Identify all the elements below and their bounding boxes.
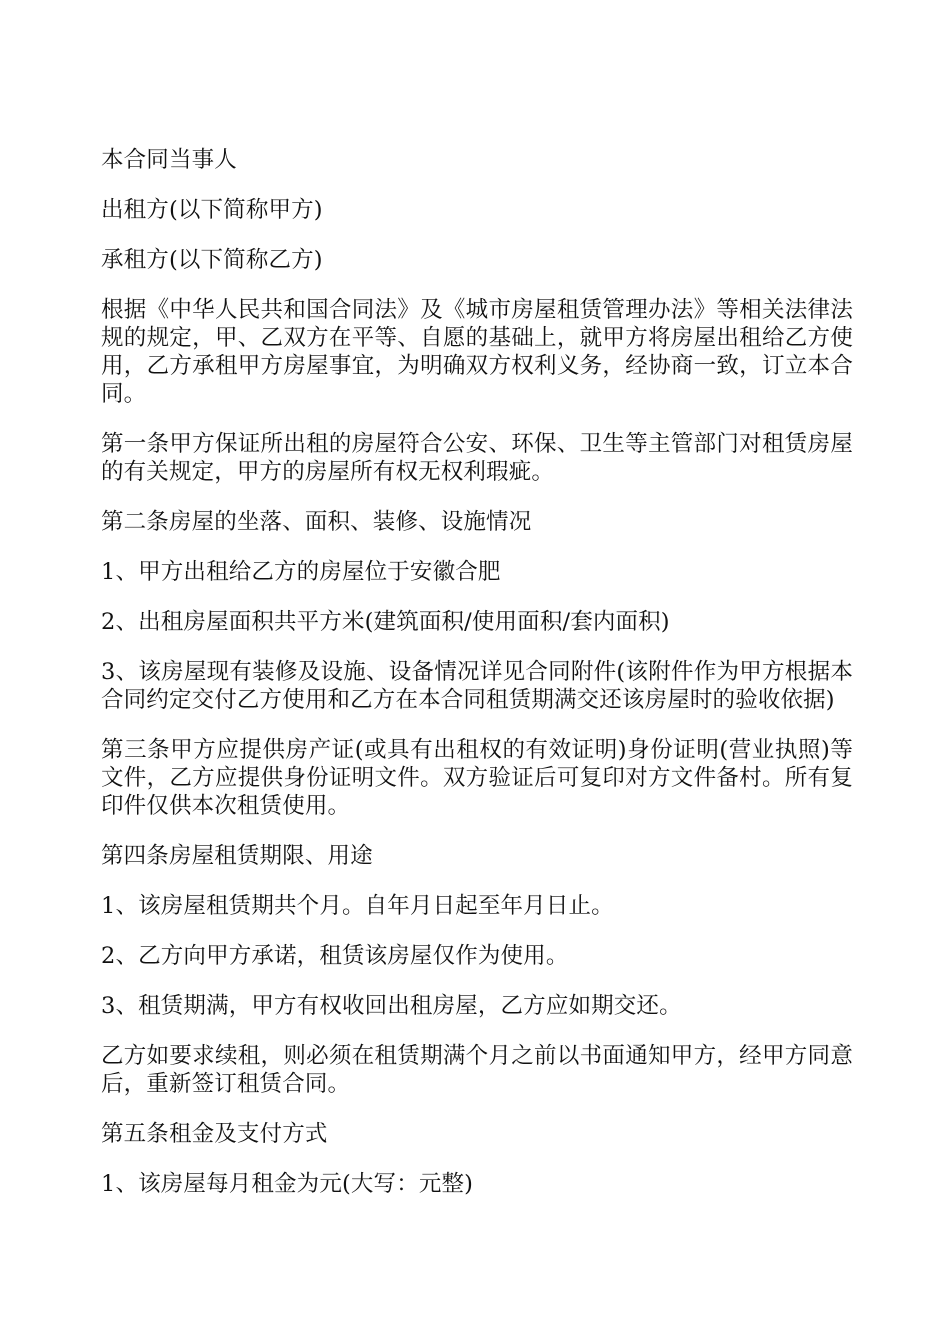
article-4-item-3: 3、租赁期满，甲方有权收回出租房屋，乙方应如期交还。 [101,993,682,1019]
article-2-item-1: 1、甲方出租给乙方的房屋位于安徽合肥 [101,559,501,585]
article-3-paragraph: 第三条甲方应提供房产证(或具有出租权的有效证明)身份证明(营业执照)等文件，乙方应提供身份证明文件。双方验证后可复印对方文件备村。所有复印件仅供本次租赁使用。 [101,737,853,819]
article-1-paragraph: 第一条甲方保证所出租的房屋符合公安、环保、卫生等主管部门对租赁房屋的有关规定，甲方的房屋所有权无权利瑕疵。 [101,431,853,485]
contract-body [101,146,853,1198]
article-4-item-2: 2、乙方向甲方承诺，租赁该房屋仅作为使用。 [101,943,569,969]
lessor-line: 出租方(以下简称甲方) [101,197,323,223]
contract-parties-heading: 本合同当事人 [101,147,237,173]
article-2-item-3: 3、该房屋现有装修及设施、设备情况详见合同附件(该附件作为甲方根据本合同约定交付乙方使用和乙方在本合同租赁期满交还该房屋时的验收依据) [101,659,853,713]
lessee-line: 承租方(以下简称乙方) [101,247,323,273]
renewal-paragraph: 乙方如要求续租，则必须在租赁期满个月之前以书面通知甲方，经甲方同意后，重新签订租赁合同。 [101,1043,853,1097]
article-2-heading: 第二条房屋的坐落、面积、装修、设施情况 [101,509,532,535]
article-4-item-1: 1、该房屋租赁期共个月。自年月日起至年月日止。 [101,893,614,919]
article-2-item-2: 2、出租房屋面积共平方米(建筑面积/使用面积/套内面积) [101,609,670,635]
article-5-heading: 第五条租金及支付方式 [101,1121,328,1147]
preamble-paragraph: 根据《中华人民共和国合同法》及《城市房屋租赁管理办法》等相关法律法规的规定，甲、乙双方在平等、自愿的基础上，就甲方将房屋出租给乙方使用，乙方承租甲方房屋事宜，为明确双方权利义务，经协商一致，订立本合同。 [101,297,853,407]
article-5-item-1: 1、该房屋每月租金为元(大写：元整) [101,1171,474,1197]
article-4-heading: 第四条房屋租赁期限、用途 [101,843,373,869]
